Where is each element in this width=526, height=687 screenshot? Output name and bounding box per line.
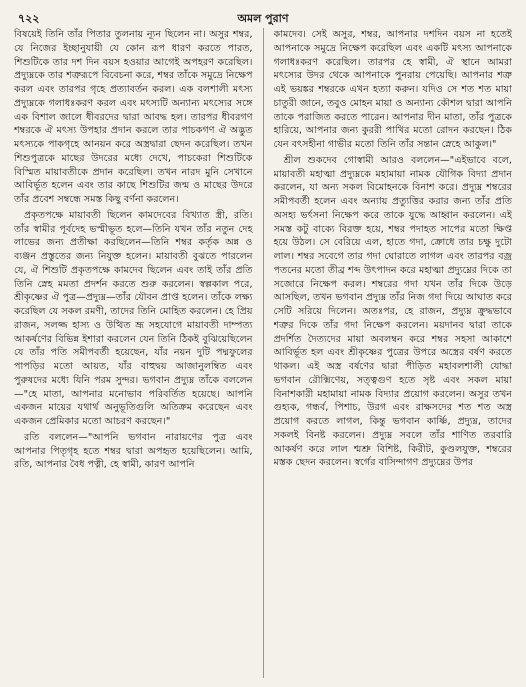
text-columns: [14, 28, 512, 678]
left-column: [14, 28, 253, 678]
right-column: [274, 28, 513, 678]
page-number: ৭২২: [18, 12, 40, 25]
right-paragraph-2: শ্রীল শুকদেব গোস্বামী আরও বললেন—"এইভাবে বলে, মায়াবতী মহাত্মা প্রদ্যুম্নকে মহামায়া নামক যৌগিক বিদ্যা প্রদান করলেন, যা অন্য সকল বিমোহনকে বিনাশ করে। প্রদ্যুম্ন শম্বরের সমীপবর্তী হলেন এবং অন্যায় প্রত্যুত্তির করার জন্য তাঁর প্রতি অসহ্য ভর্ৎসনা নিক্ষেপ করে তাকে যুদ্ধে আহ্বান করলেন। এই সমস্ত কটু বাক্যে বিরক্ত হয়ে, শম্বর পদাহত সাপের মতো ক্ষিপ্ত হয়ে উঠল। সে বেরিয়ে এল, হাতে গদা, ক্রোধে তার চক্ষু দুটো লাল। শম্বর সবেগে তার গদা ঘোরাতে লাগল এবং তারপর বজ্র পতনের মতো তীব্র শব্দ উৎপাদন করে মহাত্মা প্রদ্যুম্নের দিকে তা সজোরে নিক্ষেপ করল। শম্বরের গদা যখন তাঁর দিকে উড়ে আসছিল, তখন ভগবান প্রদ্যুম্ন তাঁর নিজ গদা দিয়ে আঘাত করে সেটি সরিয়ে দিলেন। অতঃপর, হে রাজন, প্রদ্যুম্ন ক্রুদ্ধভাবে শত্রুর দিকে তাঁর গদা নিক্ষেপ করলেন। ময়দানব দ্বারা তাকে প্রদর্শিত দৈত্যদের মায়া অবলম্বন করে শম্বর সহসা আকাশে আবির্ভূত হল এবং শ্রীকৃষ্ণের পুত্রের উপরে অস্ত্রের বর্ষণ করতে থাকল। এই অস্ত্র বর্ষণের দ্বারা পীড়িত মহাবলশালী যোদ্ধা ভগবান রৌক্মিণেয়, সত্ত্বগুণ হতে সৃষ্ট এবং সকল মায়া বিনাশকারী মহামায়া নামক বিদ্যার প্রয়োগ করলেন। অসুর তখন গুহ্যক, গন্ধর্ব, পিশাচ, উরগ এবং রাক্ষসদের শত শত অস্ত্র প্রয়োগ করতে লাগল, কিন্তু ভগবান কার্ষ্ণি, প্রদ্যুম্ন, তাদের সকলই বিনষ্ট করলেন। প্রদ্যুম্ন সবলে তাঁর শাণিত তরবারি আকর্ষণ করে লাল শ্মশ্রু বিশিষ্ট, কিরীট, কুণ্ডলযুক্ত, শম্বরের মস্তক ছেদন করলেন। স্বর্গের বাসিন্দাগণ প্রদ্যুম্নের উপর: [273, 154, 512, 469]
left-paragraph-3: রতি বললেন—"আপনি ভগবান নারায়ণের পুত্র এবং আপনার পিতৃগৃহ হতে শম্বর দ্বারা অপহৃত হয়েছিলেন। আমি, রতি, আপনার বৈধ পত্নী, হে স্বামী, কারণ আপনি: [14, 431, 253, 471]
left-paragraph-2: প্রকৃতপক্ষে মায়াবতী ছিলেন কামদেবের বিখ্যাত স্ত্রী, রতি। তাঁর স্বামীর পূর্বদেহ ভস্মীভূত হলে—তিনি যখন তাঁর নতুন দেহ লাভের জন্য প্রতীক্ষা করছিলেন—তিনি শম্বর কর্তৃক অন্ন ও ব্যঞ্জন প্রস্তুতের জন্য নিযুক্ত হলেন। মায়াবতী বুঝতে পারলেন যে, ঐ শিশুটি প্রকৃতপক্ষে কামদেব ছিলেন এবং তাই তাঁর প্রতি তিনি স্নেহ মমতা প্রদর্শন করতে শুরু করলেন। স্বল্পকাল পরে, শ্রীকৃষ্ণের ঐ পুত্র—প্রদ্যুম্ন—তাঁর যৌবন প্রাপ্ত হলেন। তাঁকে লক্ষ্য করেছিল যে সকল রমণী, তাদের তিনি মোহিত করলেন। হে প্রিয় রাজন, সলজ্জ হাস্য ও উত্থিত ভ্রূ সহযোগে মায়াবতী দাম্পত্য আকর্ষণের বিভিন্ন ইশারা করলেন যেন তিনি ঠিকই বুঝিয়েছিলেন যে তাঁর পতি সমীপবর্তী হয়েছেন, যাঁর নয়ন দুটি পদ্মফুলের পাপড়ির মতো আয়ত, যাঁর বাহুদ্বয় আজানুলম্বিত এবং পুরুষদের মধ্যে যিনি পরম সুন্দর। ভগবান প্রদ্যুম্ন তাঁকে বললেন—"হে মাতা, আপনার মনোভাব পরিবর্তিত হয়েছে। আপনি একজন মায়ের যথার্থ অনুভূতিগুলি অতিক্রম করেছেন এবং একজন প্রেমিকার মতো আচরণ করছেন।": [14, 209, 253, 427]
column-divider: [263, 28, 264, 678]
left-paragraph-1: বিষয়েই তিনি তাঁর পিতার তুলনায় ন্যূন ছিলেন না। অসুর শম্বর, যে নিজের ইচ্ছানুযায়ী যে কোন রূপ ধারণ করতে পারত, শিশুটিকে তার দশ দিন বয়স হওয়ার আগেই অপহরণ করেছিল। প্রদ্যুম্নকে তার শত্রুরূপে বিবেচনা করে, শম্বর তাঁকে সমুদ্রে নিক্ষেপ করল এবং তারপর গৃহে প্রত্যাবর্তন করল। এক বলশালী মৎস্য প্রদ্যুম্নকে গলাধঃকরণ করল এবং মৎস্যটি অন্যান্য মৎস্যের সঙ্গে এক বিশাল জালে ধীবরদের দ্বারা আবদ্ধ হল। তারপর ধীবরগণ শম্বরকে ঐ মৎস্য উপহার প্রদান করলে তার পাচকগণ ঐ অদ্ভুত মৎস্যকে পাকগৃহে আনয়ন করে অস্ত্রদ্বারা ছেদন করেছিল। তখন শিশুপুত্রকে মাছের উদরের মধ্যে দেখে, পাচকেরা শিশুটিকে বিস্মিত মায়াবতীকে প্রদান করেছিল। তখন নারদ মুনি সেখানে আবির্ভূত হলেন এবং তার কাছে শিশুটির জন্ম ও মাছের উদরে তাঁর প্রবেশ সম্বন্ধে সমস্ত কিছু বর্ণনা করলেন।: [14, 29, 253, 205]
right-paragraph-1: কামদেব। সেই অসুর, শম্বর, আপনার দশদিন বয়স না হতেই আপনাকে সমুদ্রে নিক্ষেপ করেছিল এবং একটি মৎস্য আপনাকে গলাধঃকরণ করেছিল। তারপর হে স্বামী, ঐ স্থানে আমরা মৎস্যের উদর থেকে আপনাকে পুনরায় পেয়েছি। আপনার শত্রু এই ভয়ঙ্কর শম্বরকে এখন হত্যা করুন। যদিও সে শত শত মায়া চাতুরী জানে, তবুও মোহন মায়া ও অন্যান্য কৌশল দ্বারা আপনি তাকে পরাজিত করতে পারেন। আপনার দীন মাতা, তাঁর পুত্রকে হারিয়ে, আপনার জন্য কুররী পাখির মতো রোদন করছেন। ঠিক যেন বৎসহীনা গাভীর মতো তিনি তাঁর সন্তান স্নেহে আকুল।": [273, 29, 512, 150]
running-title: অমল পুরাণ: [237, 12, 289, 25]
page-header: [14, 8, 512, 28]
